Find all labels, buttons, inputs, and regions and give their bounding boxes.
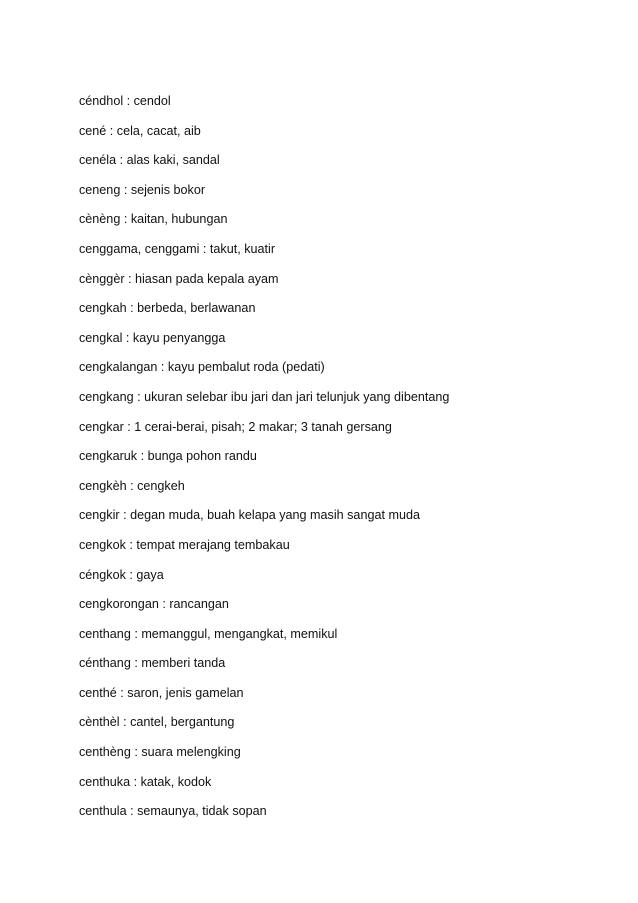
glossary-list [79, 92, 449, 832]
glossary-entry: cengkang : ukuran selebar ibu jari dan jari telunjuk yang dibentang [79, 389, 450, 404]
glossary-entry: cengkir : degan muda, buah kelapa yang masih sangat muda [79, 508, 420, 523]
glossary-entry: centhula : semaunya, tidak sopan [79, 804, 267, 819]
glossary-entry: cengkèh : cengkeh [79, 478, 185, 493]
glossary-entry: cènggèr : hiasan pada kepala ayam [79, 271, 279, 286]
glossary-entry: cengkalangan : kayu pembalut roda (pedati) [79, 360, 325, 375]
glossary-entry: centhé : saron, jenis gamelan [79, 685, 244, 700]
glossary-entry: cénthang : memberi tanda [79, 656, 226, 671]
glossary-entry: cènèng : kaitan, hubungan [79, 212, 228, 227]
glossary-entry: centhèng : suara melengking [79, 745, 241, 760]
glossary-entry: cengkar : 1 cerai-berai, pisah; 2 makar; 3 tanah gersang [79, 419, 392, 434]
glossary-entry: cengkorongan : rancangan [79, 597, 229, 612]
glossary-entry: cengkal : kayu penyangga [79, 330, 226, 345]
glossary-entry: ceneng : sejenis bokor [79, 182, 206, 197]
glossary-entry: cengkah : berbeda, berlawanan [79, 301, 256, 316]
glossary-entry: cènthèl : cantel, bergantung [79, 715, 235, 730]
glossary-entry: cengkaruk : bunga pohon randu [79, 449, 257, 464]
glossary-entry: céndhol : cendol [79, 94, 171, 108]
glossary-entry: cengkok : tempat merajang tembakau [79, 537, 290, 552]
glossary-entry: cené : cela, cacat, aib [79, 123, 201, 138]
glossary-entry: centhang : memanggul, mengangkat, memikul [79, 626, 338, 641]
glossary-entry: céngkok : gaya [79, 567, 164, 582]
glossary-entry: cenggama, cenggami : takut, kuatir [79, 241, 276, 256]
glossary-entry: cenéla : alas kaki, sandal [79, 153, 220, 168]
glossary-entry: centhuka : katak, kodok [79, 774, 212, 789]
